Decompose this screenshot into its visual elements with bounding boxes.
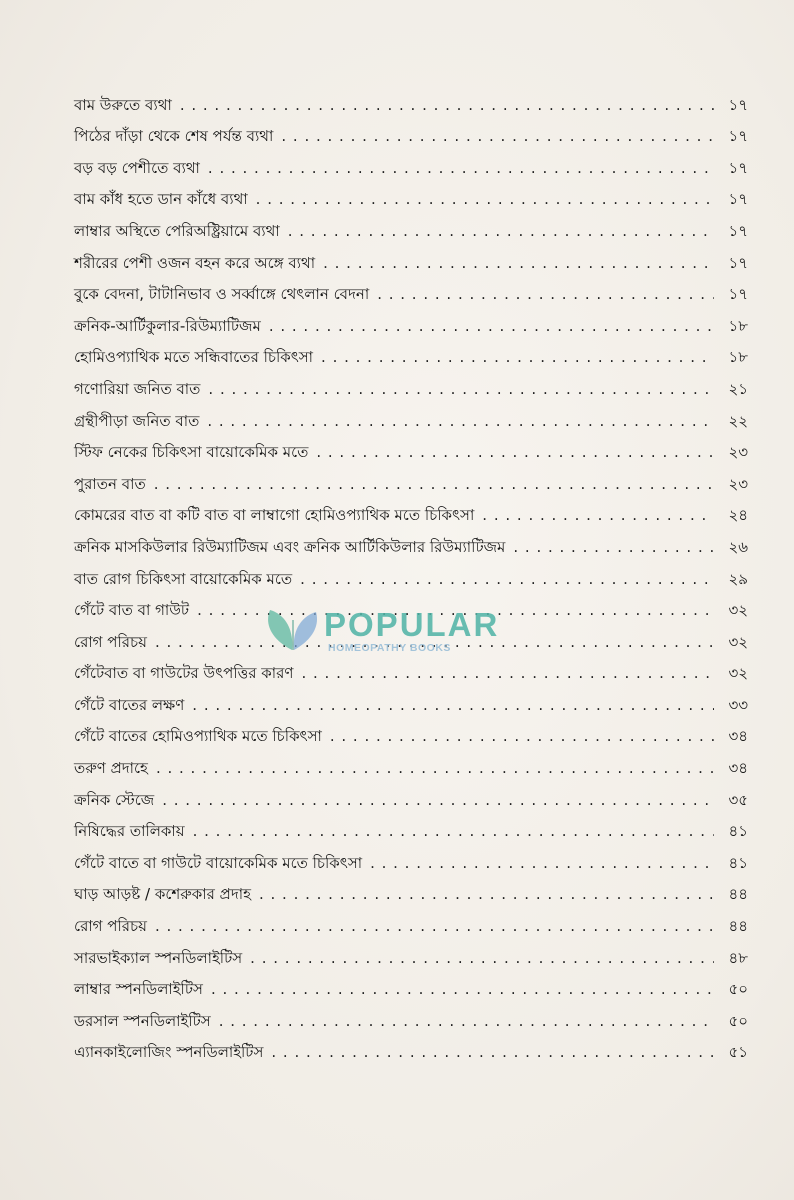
- toc-entry-title: গেঁটে বাতের হোমিওপ্যাথিক মতে চিকিৎসা: [74, 727, 322, 746]
- toc-entry: [74, 370, 748, 402]
- toc-entry-title: পুরাতন বাত: [74, 474, 146, 493]
- toc-entry: [74, 465, 748, 497]
- toc-entry: [74, 686, 748, 718]
- toc-leader-dots: [208, 159, 714, 181]
- toc-entry-page-number: ১৭: [728, 158, 748, 177]
- toc-entry-title: গেঁটে বাতে বা গাউটে বায়োকেমিক মতে চিকিৎসা: [74, 853, 363, 872]
- toc-entry-page-number: ১৭: [728, 95, 748, 114]
- toc-entry-page-number: ৫০: [728, 1011, 748, 1030]
- toc-entry: [74, 718, 748, 750]
- toc-entry: [74, 86, 748, 118]
- toc-leader-dots: [192, 696, 714, 718]
- toc-entry-title: শরীরের পেশী ওজন বহন করে অঙ্গে ব্যথা: [74, 253, 316, 272]
- toc-entry-page-number: ৩৩: [728, 695, 748, 714]
- toc-entry: [74, 1002, 748, 1034]
- watermark-subtitle: HOMEOPATHY BOOKS: [328, 642, 451, 654]
- toc-entry-page-number: ৪১: [728, 822, 748, 841]
- toc-entry-title: বাত রোগ চিকিৎসা বায়োকেমিক মতে: [74, 569, 293, 588]
- toc-leader-dots: [259, 885, 714, 907]
- toc-leader-dots: [316, 443, 714, 465]
- toc-entry: [74, 434, 748, 466]
- toc-entry-title: বাম উরুতে ব্যথা: [74, 95, 172, 114]
- toc-entry-page-number: ৩২: [728, 632, 748, 651]
- toc-entry-title: বুকে বেদনা, টাটানিভাব ও সর্ব্বাঙ্গে থেৎলান বেদনা: [74, 285, 370, 304]
- toc-entry: [74, 402, 748, 434]
- toc-entry-title: সারভাইক্যাল স্পনডিলাইটিস: [74, 948, 243, 967]
- toc-entry-title: ঘাড় আড়ষ্ট / কশেরুকার প্রদাহ: [74, 885, 251, 904]
- toc-entry-title: নিষিদ্ধের তালিকায়: [74, 822, 185, 841]
- toc-leader-dots: [321, 348, 714, 370]
- toc-entry-page-number: ১৮: [728, 348, 748, 367]
- toc-entry-page-number: ৪৮: [728, 948, 748, 967]
- toc-entry-title: ক্রনিক মাসকিউলার রিউম্যাটিজম এবং ক্রনিক আর্টিকিউলার রিউম্যাটিজম: [74, 537, 506, 556]
- toc-leader-dots: [281, 127, 714, 149]
- toc-entry: [74, 118, 748, 150]
- toc-entry-title: ক্রনিক-আর্টিকুলার-রিউম্যাটিজম: [74, 316, 261, 335]
- toc-entry-page-number: ৫১: [728, 1043, 748, 1062]
- toc-leader-dots: [288, 222, 714, 244]
- toc-entry: [74, 844, 748, 876]
- toc-entry-page-number: ১৭: [728, 285, 748, 304]
- toc-entry-title: হোমিওপ্যাথিক মতে সন্ধিবাতের চিকিৎসা: [74, 348, 314, 367]
- toc-entry-title: রোগ পরিচয়: [74, 632, 147, 651]
- toc-leader-dots: [271, 1043, 714, 1065]
- toc-entry: [74, 244, 748, 276]
- toc-entry-page-number: ২২: [728, 411, 748, 430]
- toc-entry: [74, 1034, 748, 1066]
- toc-leader-dots: [256, 190, 714, 212]
- toc-leader-dots: [482, 506, 714, 528]
- toc-entry-title: পিঠের দাঁড়া থেকে শেষ পর্যন্ত ব্যথা: [74, 127, 274, 146]
- toc-entry-page-number: ৩২: [728, 601, 748, 620]
- toc-entry-page-number: ২৯: [728, 569, 748, 588]
- toc-entry-page-number: ৪৪: [728, 885, 748, 904]
- toc-entry: [74, 655, 748, 687]
- toc-entry: [74, 876, 748, 908]
- toc-entry-title: বাম কাঁধ হতে ডান কাঁধে ব্যথা: [74, 190, 248, 209]
- toc-entry-page-number: ৩৪: [728, 759, 748, 778]
- toc-entry-title: গেঁটে বাতের লক্ষণ: [74, 695, 185, 714]
- toc-entry-page-number: ২১: [728, 379, 748, 398]
- toc-entry: [74, 971, 748, 1003]
- toc-entry-page-number: ২৩: [728, 474, 748, 493]
- toc-entry-title: কোমরের বাত বা কটি বাত বা লাম্বাগো হোমিওপ্যাথিক মতে চিকিৎসা: [74, 506, 475, 525]
- toc-entry: [74, 528, 748, 560]
- toc-leader-dots: [211, 980, 714, 1002]
- toc-entry-title: তরুণ প্রদাহে: [74, 759, 148, 778]
- toc-entry: [74, 781, 748, 813]
- table-of-contents: [74, 86, 748, 1065]
- toc-entry-title: ক্রনিক স্টেজে: [74, 790, 155, 809]
- toc-entry-title: এ্যানকাইলোজিং স্পনডিলাইটিস: [74, 1043, 264, 1062]
- toc-entry-title: বড় বড় পেশীতে ব্যথা: [74, 158, 200, 177]
- publisher-watermark: [262, 606, 542, 656]
- toc-leader-dots: [219, 1012, 714, 1034]
- toc-entry-page-number: ৪৪: [728, 917, 748, 936]
- toc-entry-page-number: ২৪: [728, 506, 748, 525]
- toc-entry: [74, 939, 748, 971]
- toc-entry: [74, 339, 748, 371]
- toc-entry: [74, 497, 748, 529]
- toc-entry: [74, 276, 748, 308]
- toc-leader-dots: [377, 285, 714, 307]
- toc-entry: [74, 560, 748, 592]
- toc-entry-title: লাম্বার স্পনডিলাইটিস: [74, 980, 203, 999]
- toc-leader-dots: [155, 917, 714, 939]
- toc-entry-page-number: ৫০: [728, 980, 748, 999]
- toc-entry-title: গ্রন্থীপীড়া জনিত বাত: [74, 411, 200, 430]
- toc-leader-dots: [300, 570, 714, 592]
- watermark-title: POPULAR: [324, 606, 500, 643]
- toc-entry-page-number: ৩৪: [728, 727, 748, 746]
- toc-entry-page-number: ২৬: [728, 537, 748, 556]
- toc-leader-dots: [162, 791, 714, 813]
- toc-entry-page-number: ৩২: [728, 664, 748, 683]
- toc-leader-dots: [180, 96, 714, 118]
- toc-leader-dots: [323, 254, 714, 276]
- toc-entry: [74, 307, 748, 339]
- toc-entry-title: লাম্বার অস্থিতে পেরিঅষ্ট্রিয়ামে ব্যথা: [74, 221, 280, 240]
- toc-entry-page-number: ১৭: [728, 253, 748, 272]
- toc-leader-dots: [269, 317, 714, 339]
- toc-leader-dots: [154, 475, 714, 497]
- toc-entry: [74, 749, 748, 781]
- toc-entry: [74, 212, 748, 244]
- toc-leader-dots: [156, 759, 714, 781]
- toc-leader-dots: [330, 727, 714, 749]
- toc-entry: [74, 149, 748, 181]
- toc-entry-page-number: ৩৫: [728, 790, 748, 809]
- toc-leader-dots: [193, 822, 714, 844]
- toc-entry-page-number: ৪১: [728, 853, 748, 872]
- toc-entry-page-number: ১৭: [728, 127, 748, 146]
- toc-leader-dots: [250, 949, 714, 971]
- toc-leader-dots: [207, 412, 714, 434]
- toc-entry-title: গেঁটে বাত বা গাউট: [74, 601, 190, 620]
- toc-leader-dots: [208, 380, 714, 402]
- toc-leader-dots: [301, 664, 714, 686]
- toc-entry-title: গণোরিয়া জনিত বাত: [74, 379, 201, 398]
- toc-entry-page-number: ১৭: [728, 221, 748, 240]
- toc-entry: [74, 181, 748, 213]
- toc-leader-dots: [513, 538, 714, 560]
- toc-entry-title: গেঁটেবাত বা গাউটের উৎপত্তির কারণ: [74, 664, 294, 683]
- toc-entry-title: রোগ পরিচয়: [74, 917, 147, 936]
- toc-entry-page-number: ২৩: [728, 443, 748, 462]
- toc-leader-dots: [370, 854, 714, 876]
- toc-entry-title: স্টিফ নেকের চিকিৎসা বায়োকেমিক মতে: [74, 443, 309, 462]
- toc-entry: [74, 813, 748, 845]
- leaf-logo-icon: [262, 606, 324, 652]
- toc-entry-page-number: ১৮: [728, 316, 748, 335]
- toc-entry-page-number: ১৭: [728, 190, 748, 209]
- toc-entry-title: ডরসাল স্পনডিলাইটিস: [74, 1011, 211, 1030]
- toc-entry: [74, 907, 748, 939]
